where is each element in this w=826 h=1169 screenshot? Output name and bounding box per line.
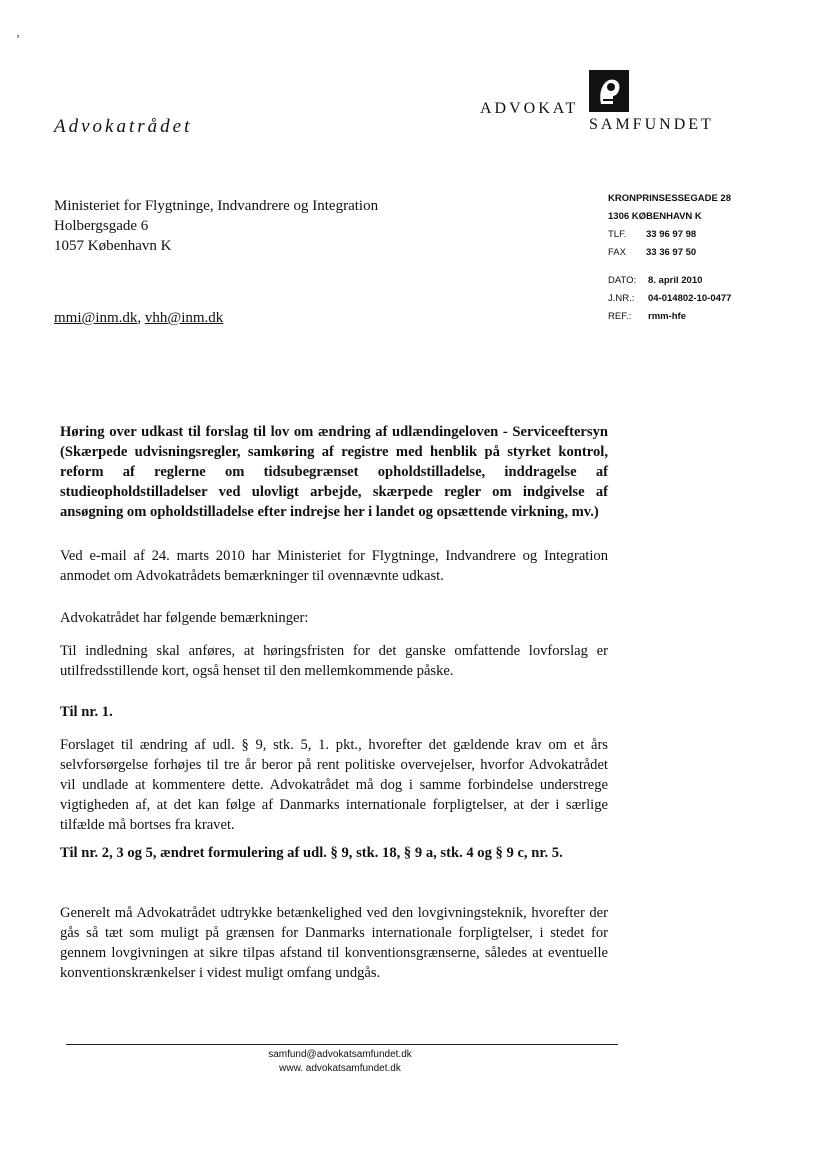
date-value: 8. april 2010: [648, 275, 703, 286]
phone-label: TLF.: [608, 229, 627, 240]
recipient-address: [54, 196, 378, 256]
email-link-2[interactable]: vhh@inm.dk: [144, 310, 224, 326]
paragraph-section-2: Generelt må Advokatrådet udtrykke betænkelighed ved den lovgivningsteknik, hvorefter der gås så tæt som muligt på grænsen for Danmarks internationale forpligtelser, i stedet for gennem lovgivningen at sikre tilpas afstand til konventionsgrænserne, således at eventuelle konventionskrænkelser i videst muligt omfang undgås.: [60, 905, 608, 981]
jnr-row: [608, 290, 731, 308]
sender-street: KRONPRINSESSEGADE 28: [608, 193, 732, 204]
letter-subject: Høring over udkast til forslag til lov om ændring af udlændingeloven - Serviceeftersyn (Skærpede udvisningsregler, samkøring af registre med henblik på styrket kontrol, reform af reglerne om tidsubegrænset opholdstilladelse, inddragelse af studieopholdstilladelser ved ulovligt arbejde, skærpede regler om indgivelse af ansøgning om opholdstilladelse efter indrejse her i landet og opsættende virkning, mv.): [60, 424, 608, 520]
fax-value: 33 36 97 50: [646, 247, 697, 258]
phone-value: 33 96 97 98: [646, 229, 697, 240]
recipient-name: Ministeriet for Flygtninge, Indvandrere og Integration: [54, 198, 379, 214]
email-link-1[interactable]: mmi@inm.dk: [54, 310, 138, 326]
paragraph-section-1: Forslaget til ændring af udl. § 9, stk. 5, 1. pkt., hvorefter det gældende krav om et års selvforsørgelse forhøjes til tre år beror på rent politiske overvejelser, hvorfor Advokatrådet vil undlade at kommentere dette. Advokatrådet må dog i samme forbindelse understrege vigtigheden af, at det kan følge af Danmarks internationale forpligtelser, at der i særlige tilfælde må bortses fra kravet.: [60, 737, 608, 833]
sender-city: 1306 KØBENHAVN K: [608, 211, 702, 222]
footer-email-link[interactable]: samfund@advokatsamfundet.dk: [268, 1049, 412, 1060]
ref-value: rmm-hfe: [648, 311, 687, 322]
logo-text-top: ADVOKAT: [480, 100, 579, 117]
paragraph-remarks: Advokatrådet har følgende bemærkninger:: [60, 610, 309, 626]
sender-phone-row: [608, 226, 731, 244]
email-separator: ,: [137, 310, 145, 326]
ref-label: REF.:: [608, 311, 632, 322]
section-heading-2: Til nr. 2, 3 og 5, ændret formulering af udl. § 9, stk. 18, § 9 a, stk. 4 og § 9 c, nr. 5.: [60, 845, 563, 861]
corner-mark: ʼ: [16, 32, 20, 46]
sender-fax-row: [608, 244, 731, 262]
sender-info: [608, 190, 731, 326]
footer-contact: [200, 1048, 480, 1076]
recipient-city: 1057 København K: [54, 238, 172, 254]
jnr-value: 04-014802-10-0477: [648, 293, 732, 304]
date-row: [608, 272, 731, 290]
date-label: DATO:: [608, 275, 637, 286]
council-name: Advokatrådet: [54, 116, 193, 137]
footer-divider: [66, 1044, 618, 1045]
ref-row: [608, 308, 731, 326]
footer-website-link[interactable]: www. advokatsamfundet.dk: [279, 1063, 401, 1074]
jnr-label: J.NR.:: [608, 293, 635, 304]
paragraph-intro: Ved e-mail af 24. marts 2010 har Ministeriet for Flygtninge, Indvandrere og Integration anmodet om Advokatrådets bemærkninger til ovennævnte udkast.: [60, 548, 608, 584]
recipient-emails: [54, 310, 223, 327]
advokatsamfundet-emblem-icon: [589, 70, 629, 112]
logo-text-bottom: SAMFUNDET: [589, 116, 714, 133]
section-heading-1: Til nr. 1.: [60, 704, 113, 720]
paragraph-deadline: Til indledning skal anføres, at høringsfristen for det ganske omfattende lovforslag er utilfredsstillende kort, også henset til den mellemkommende påske.: [60, 643, 608, 679]
recipient-street: Holbergsgade 6: [54, 218, 149, 234]
fax-label: FAX: [608, 247, 626, 258]
